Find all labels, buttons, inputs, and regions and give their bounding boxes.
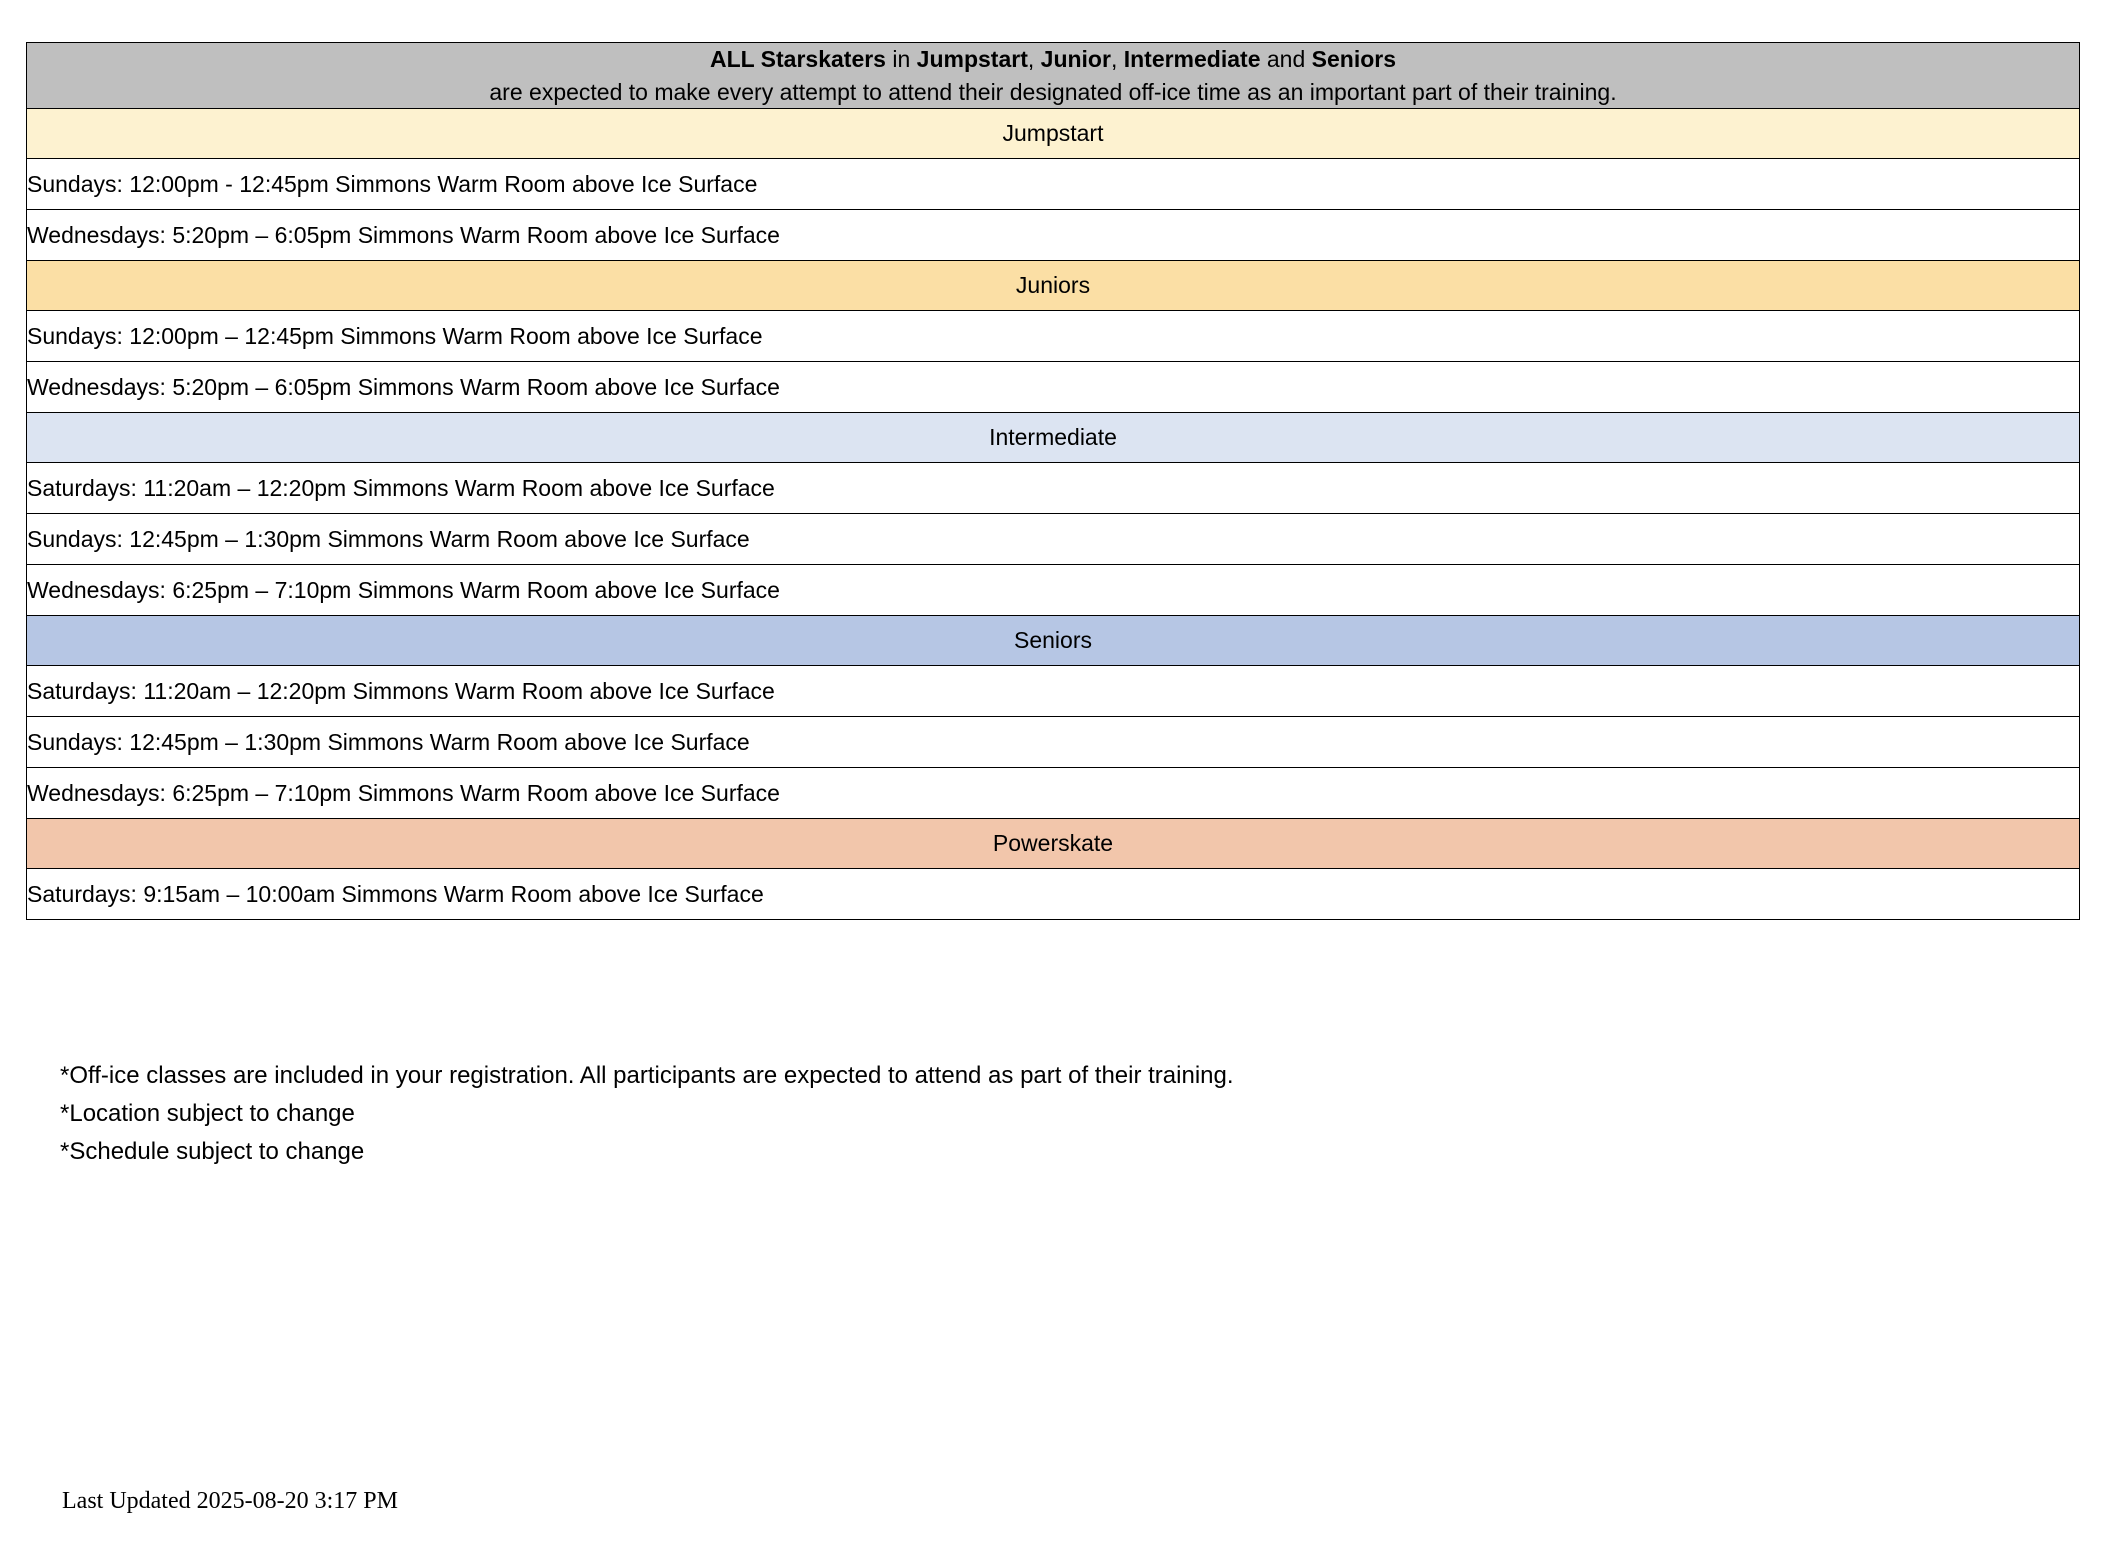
header-all-starskaters: ALL Starskaters <box>709 46 886 72</box>
header-mid-1: in <box>885 46 917 72</box>
table-row <box>27 514 2080 565</box>
header-sep-2: , <box>1110 46 1124 72</box>
schedule-entry: Sundays: 12:45pm – 1:30pm Simmons Warm Room above Ice Surface <box>27 717 2080 768</box>
group-row-jumpstart <box>27 109 2080 159</box>
table-row <box>27 463 2080 514</box>
group-row-juniors <box>27 261 2080 311</box>
group-title-juniors: Juniors <box>27 261 2080 311</box>
note-line: *Schedule subject to change <box>60 1138 365 1166</box>
off-ice-schedule-table <box>26 42 2080 920</box>
table-row <box>27 717 2080 768</box>
schedule-entry: Wednesdays: 5:20pm – 6:05pm Simmons Warm Room above Ice Surface <box>27 362 2080 413</box>
schedule-entry: Sundays: 12:00pm - 12:45pm Simmons Warm Room above Ice Surface <box>27 159 2080 210</box>
table-row <box>27 768 2080 819</box>
last-updated-text: Last Updated 2025-08-20 3:17 PM <box>62 1488 398 1514</box>
header-line-2: are expected to make every attempt to attend their designated off-ice time as an important part of their training. <box>489 78 1617 105</box>
header-group-jumpstart: Jumpstart <box>916 46 1028 72</box>
schedule-entry: Wednesdays: 5:20pm – 6:05pm Simmons Warm Room above Ice Surface <box>27 210 2080 261</box>
group-row-powerskate <box>27 819 2080 869</box>
table-row <box>27 210 2080 261</box>
schedule-entry: Saturdays: 11:20am – 12:20pm Simmons Warm Room above Ice Surface <box>27 463 2080 514</box>
group-row-seniors <box>27 616 2080 666</box>
header-group-junior: Junior <box>1040 46 1111 72</box>
schedule-entry: Wednesdays: 6:25pm – 7:10pm Simmons Warm Room above Ice Surface <box>27 768 2080 819</box>
group-title-powerskate: Powerskate <box>27 819 2080 869</box>
notes-section <box>60 1060 1960 1174</box>
schedule-entry: Saturdays: 11:20am – 12:20pm Simmons Warm Room above Ice Surface <box>27 666 2080 717</box>
table-row <box>27 311 2080 362</box>
group-title-seniors: Seniors <box>27 616 2080 666</box>
table-row <box>27 565 2080 616</box>
schedule-entry: Sundays: 12:45pm – 1:30pm Simmons Warm Room above Ice Surface <box>27 514 2080 565</box>
header-line-1 <box>27 43 2079 76</box>
header-mid-2: and <box>1260 46 1312 72</box>
schedule-entry: Saturdays: 9:15am – 10:00am Simmons Warm Room above Ice Surface <box>27 869 2080 920</box>
note-line: *Location subject to change <box>60 1100 355 1128</box>
table-row <box>27 159 2080 210</box>
table-row <box>27 869 2080 920</box>
group-row-intermediate <box>27 413 2080 463</box>
schedule-entry: Sundays: 12:00pm – 12:45pm Simmons Warm Room above Ice Surface <box>27 311 2080 362</box>
table-row <box>27 362 2080 413</box>
note-line: *Off-ice classes are included in your registration. All participants are expected to attend as part of their training. <box>60 1062 1234 1089</box>
schedule-entry: Wednesdays: 6:25pm – 7:10pm Simmons Warm Room above Ice Surface <box>27 565 2080 616</box>
table-header-row <box>27 43 2080 109</box>
table-row <box>27 666 2080 717</box>
schedule-header-cell <box>27 43 2080 109</box>
group-title-intermediate: Intermediate <box>27 413 2080 463</box>
header-group-intermediate: Intermediate <box>1123 46 1261 72</box>
header-group-seniors: Seniors <box>1311 46 1397 72</box>
schedule-table-body <box>27 43 2080 920</box>
schedule-table-wrapper <box>26 42 2080 920</box>
group-title-jumpstart: Jumpstart <box>27 109 2080 159</box>
header-sep-1: , <box>1027 46 1041 72</box>
